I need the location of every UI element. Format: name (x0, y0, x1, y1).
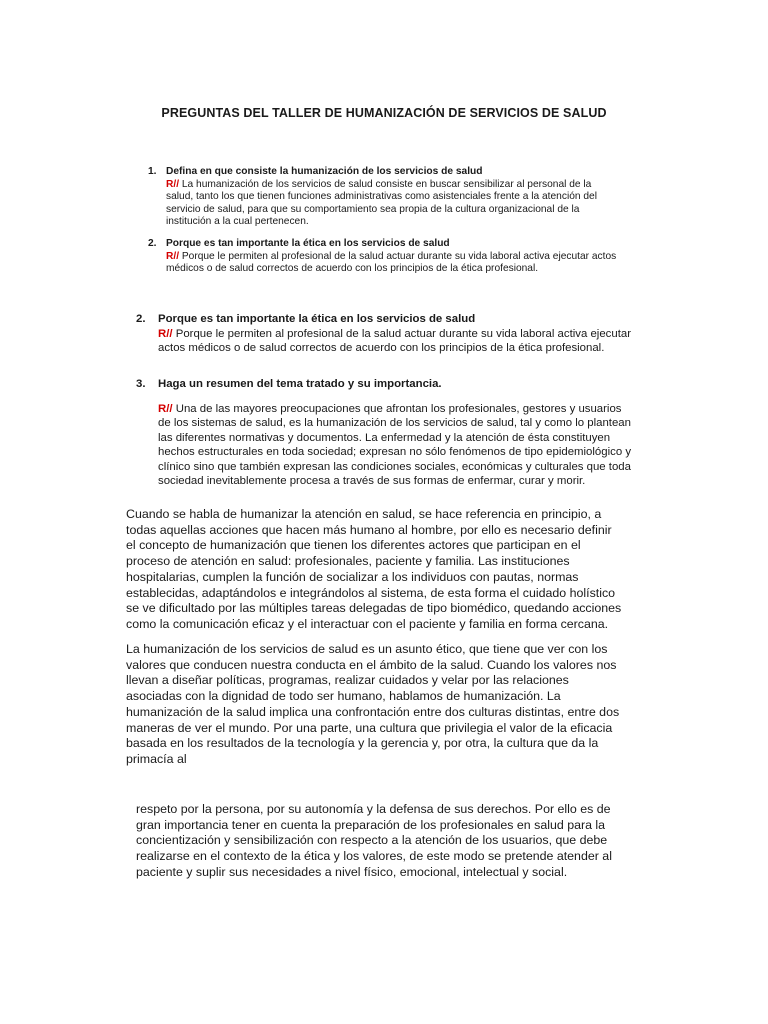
answer-marker: R// (166, 250, 180, 262)
question-number: 1. (148, 166, 157, 177)
question-text: Defina en que consiste la humanización de los servicios de salud (166, 166, 483, 177)
answer-marker: R// (158, 327, 173, 340)
answer-text: R// Una de las mayores preocupaciones que afrontan los profesionales, gestores y usuarios de los sistemas de salud, es la humanización de los servicios de salud, tal y como lo plantean las diferentes normativas y documentos. La enfermedad y la atención de ésta constituyen hechos estructurales en toda sociedad; expresan no sólo fenómenos de tipo epidemiológico y clínico sino que también expresan las condiciones sociales, económicas y culturales que toda sociedad inevitablemente procesa a través de sus formas de enfermar, curar y morir. (158, 402, 632, 487)
answer-marker: R// (158, 402, 173, 415)
question-number: 2. (136, 313, 146, 325)
answer-marker: R// (166, 178, 180, 190)
answer-text: R// Porque le permiten al profesional de la salud actuar durante su vida laboral activa ejecutar actos médicos o de salud correctos de acuerdo con los principios de la ética profesional. (158, 327, 631, 354)
paragraph-1: Cuando se habla de humanizar la atención en salud, se hace referencia en principio, a todas aquellas acciones que hacen más humano al hombre, por ello es necesario definir el concepto de humanización que tienen los diferentes actores que participan en el proceso de atención en salud: profesionales, paciente y familia. Las instituciones hospitalarias, cumplen la función de socializar a los individuos con pautas, normas establecidas, adaptándolos e integrándolos al sistema, de esta forma el cuidado holístico se ve dificultado por las múltiples tareas delegadas de tipo biomédico, quedando acciones como la comunicación eficaz y el interactuar con el paciente y familia en forma cercana. (126, 507, 622, 631)
page-title: PREGUNTAS DEL TALLER DE HUMANIZACIÓN DE SERVICIOS DE SALUD (161, 106, 607, 120)
question-3 (136, 377, 632, 489)
question-2-repeat (136, 312, 632, 356)
question-text: Porque es tan importante la ética en los servicios de salud (166, 238, 450, 249)
paragraph-3: respeto por la persona, por su autonomía y la defensa de sus derechos. Por ello es de gran importancia tener en cuenta la preparación de los profesionales en salud para la concientización y sensibilización con respecto a la atención de los usuarios, que debe realizarse en el contexto de la ética y los valores, de este modo se pretende atender al paciente y suplir sus necesidades a nivel físico, emocional, intelectual y social. (136, 802, 612, 879)
paragraph-2: La humanización de los servicios de salud es un asunto ético, que tiene que ver con los valores que conducen nuestra conducta en el ámbito de la salud. Cuando los valores nos llevan a diseñar políticas, programas, realizar cuidados y velar por las relaciones asociadas con la dignidad de todo ser humano, hablamos de humanización. La humanización de la salud implica una confrontación entre dos culturas distintas, entre dos maneras de ver el mundo. Por una parte, una cultura que privilegia el valor de la eficacia basada en los resultados de la tecnología y la gerencia y, por otra, la cultura que da la primacía al (126, 642, 620, 766)
question-number: 2. (148, 238, 157, 249)
question-number: 3. (136, 378, 146, 390)
answer-text: R// La humanización de los servicios de salud consiste en buscar sensibilizar al personal de la salud, tanto los que tienen funciones administrativas como asistenciales frente a la atención del servicio de salud, para que su comportamiento sea propia de la cultura organizacional de la institución a la cual pertenecen. (166, 178, 597, 228)
question-text: Haga un resumen del tema tratado y su importancia. (158, 378, 442, 390)
question-1 (148, 166, 618, 229)
question-2 (148, 238, 618, 276)
answer-text: R// Porque le permiten al profesional de la salud actuar durante su vida laboral activa ejecutar actos médicos o de salud correctos de acuerdo con los principios de la ética profesional. (166, 250, 617, 275)
question-text: Porque es tan importante la ética en los servicios de salud (158, 313, 476, 325)
